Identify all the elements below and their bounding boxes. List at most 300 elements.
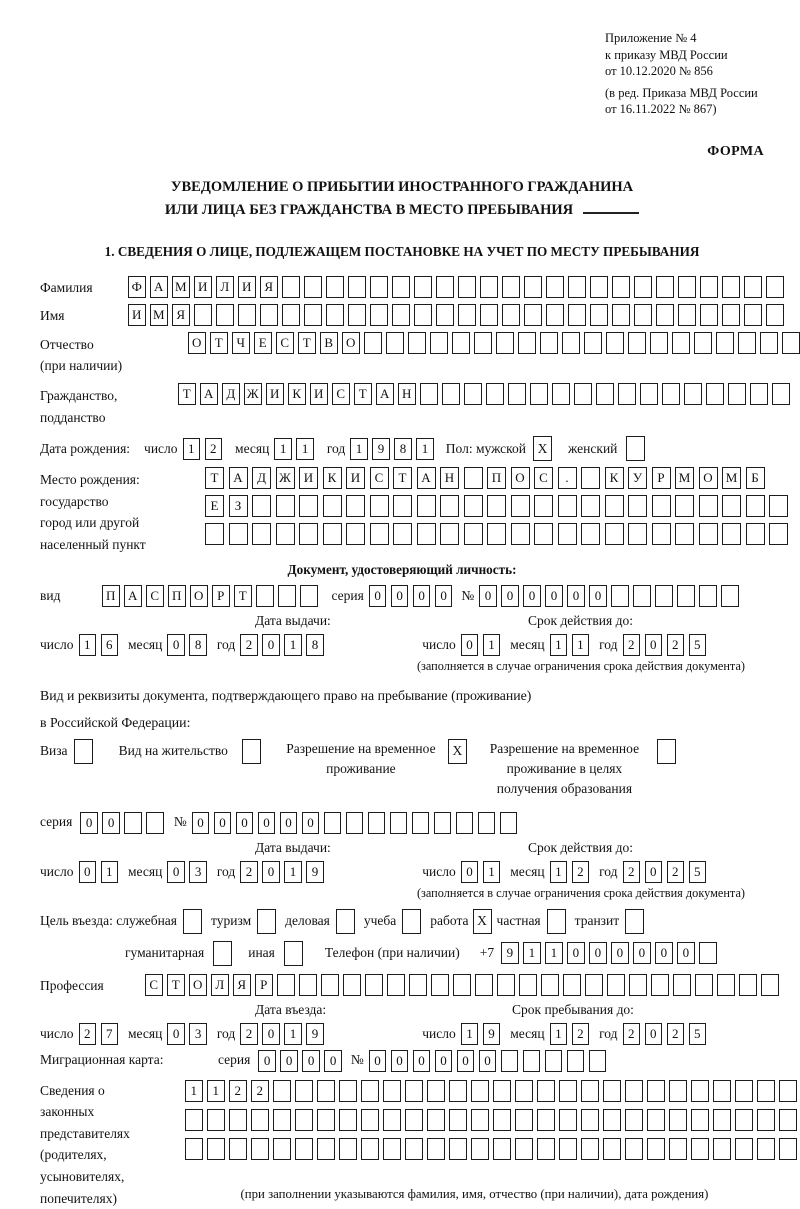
residence-permit-checkbox[interactable] bbox=[242, 739, 261, 764]
char-cell[interactable] bbox=[383, 1080, 401, 1102]
char-cell[interactable] bbox=[386, 332, 404, 354]
char-cell[interactable] bbox=[691, 1080, 709, 1102]
char-cell[interactable] bbox=[427, 1138, 445, 1160]
char-cell[interactable] bbox=[769, 523, 788, 545]
char-cell[interactable]: Ч bbox=[232, 332, 250, 354]
char-cell[interactable] bbox=[691, 1138, 709, 1160]
char-cell[interactable] bbox=[321, 974, 339, 996]
char-cell[interactable] bbox=[436, 276, 454, 298]
char-cell[interactable]: К bbox=[605, 467, 624, 489]
char-cell[interactable] bbox=[343, 974, 361, 996]
doc-valid-month-cells[interactable] bbox=[550, 634, 590, 656]
char-cell[interactable] bbox=[581, 467, 600, 489]
char-cell[interactable] bbox=[606, 332, 624, 354]
char-cell[interactable] bbox=[735, 1109, 753, 1131]
char-cell[interactable]: 0 bbox=[545, 585, 563, 607]
char-cell[interactable] bbox=[669, 1109, 687, 1131]
doc-valid-year-cells[interactable] bbox=[623, 634, 707, 656]
char-cell[interactable] bbox=[662, 383, 680, 405]
char-cell[interactable] bbox=[545, 1050, 563, 1072]
char-cell[interactable] bbox=[295, 1109, 313, 1131]
char-cell[interactable] bbox=[563, 974, 581, 996]
char-cell[interactable]: П bbox=[102, 585, 120, 607]
char-cell[interactable] bbox=[746, 523, 765, 545]
char-cell[interactable]: Т bbox=[210, 332, 228, 354]
migration-number-cells[interactable] bbox=[369, 1050, 607, 1072]
char-cell[interactable]: 0 bbox=[167, 634, 185, 656]
char-cell[interactable]: . bbox=[558, 467, 577, 489]
char-cell[interactable] bbox=[596, 383, 614, 405]
representatives-row3-cells[interactable] bbox=[185, 1138, 797, 1160]
char-cell[interactable] bbox=[757, 1138, 775, 1160]
char-cell[interactable]: Ф bbox=[128, 276, 146, 298]
char-cell[interactable] bbox=[612, 304, 630, 326]
char-cell[interactable]: Р bbox=[255, 974, 273, 996]
char-cell[interactable] bbox=[655, 585, 673, 607]
char-cell[interactable] bbox=[185, 1138, 203, 1160]
char-cell[interactable]: 6 bbox=[101, 634, 119, 656]
char-cell[interactable] bbox=[669, 1138, 687, 1160]
permit-issue-year-cells[interactable] bbox=[240, 861, 324, 883]
char-cell[interactable]: 2 bbox=[79, 1023, 97, 1045]
char-cell[interactable]: 1 bbox=[183, 438, 201, 460]
char-cell[interactable]: 2 bbox=[667, 1023, 685, 1045]
char-cell[interactable] bbox=[295, 1080, 313, 1102]
char-cell[interactable]: С bbox=[276, 332, 294, 354]
char-cell[interactable] bbox=[515, 1109, 533, 1131]
char-cell[interactable] bbox=[515, 1138, 533, 1160]
char-cell[interactable]: 0 bbox=[258, 812, 276, 834]
char-cell[interactable] bbox=[361, 1138, 379, 1160]
char-cell[interactable]: Т bbox=[234, 585, 252, 607]
char-cell[interactable] bbox=[672, 332, 690, 354]
representatives-row2-cells[interactable] bbox=[185, 1109, 797, 1131]
char-cell[interactable] bbox=[273, 1080, 291, 1102]
char-cell[interactable] bbox=[713, 1080, 731, 1102]
permit-valid-month-cells[interactable] bbox=[550, 861, 590, 883]
char-cell[interactable] bbox=[750, 383, 768, 405]
char-cell[interactable] bbox=[625, 1080, 643, 1102]
char-cell[interactable]: С bbox=[332, 383, 350, 405]
char-cell[interactable]: О bbox=[342, 332, 360, 354]
char-cell[interactable] bbox=[405, 1109, 423, 1131]
permit-series-cells[interactable] bbox=[80, 812, 164, 834]
char-cell[interactable]: 0 bbox=[302, 1050, 320, 1072]
char-cell[interactable] bbox=[339, 1109, 357, 1131]
char-cell[interactable] bbox=[675, 523, 694, 545]
char-cell[interactable] bbox=[277, 974, 295, 996]
char-cell[interactable] bbox=[546, 304, 564, 326]
char-cell[interactable] bbox=[628, 523, 647, 545]
char-cell[interactable]: С bbox=[146, 585, 164, 607]
char-cell[interactable]: А bbox=[200, 383, 218, 405]
char-cell[interactable]: 0 bbox=[479, 585, 497, 607]
char-cell[interactable]: 0 bbox=[280, 812, 298, 834]
char-cell[interactable]: 9 bbox=[306, 861, 324, 883]
char-cell[interactable] bbox=[370, 304, 388, 326]
char-cell[interactable] bbox=[390, 812, 408, 834]
char-cell[interactable] bbox=[256, 585, 274, 607]
char-cell[interactable]: Я bbox=[260, 276, 278, 298]
char-cell[interactable]: У bbox=[628, 467, 647, 489]
char-cell[interactable] bbox=[317, 1080, 335, 1102]
char-cell[interactable] bbox=[304, 304, 322, 326]
char-cell[interactable] bbox=[779, 1109, 797, 1131]
stay-day-cells[interactable] bbox=[461, 1023, 501, 1045]
char-cell[interactable] bbox=[559, 1080, 577, 1102]
char-cell[interactable] bbox=[625, 1138, 643, 1160]
char-cell[interactable] bbox=[721, 585, 739, 607]
char-cell[interactable]: 0 bbox=[567, 942, 585, 964]
char-cell[interactable] bbox=[405, 1080, 423, 1102]
char-cell[interactable]: Л bbox=[211, 974, 229, 996]
char-cell[interactable]: Б bbox=[746, 467, 765, 489]
char-cell[interactable] bbox=[434, 812, 452, 834]
char-cell[interactable]: 1 bbox=[483, 634, 501, 656]
char-cell[interactable] bbox=[273, 1109, 291, 1131]
char-cell[interactable] bbox=[252, 523, 271, 545]
char-cell[interactable] bbox=[757, 1109, 775, 1131]
char-cell[interactable]: 0 bbox=[645, 1023, 663, 1045]
char-cell[interactable]: 9 bbox=[372, 438, 390, 460]
char-cell[interactable]: О bbox=[511, 467, 530, 489]
char-cell[interactable] bbox=[558, 523, 577, 545]
char-cell[interactable] bbox=[370, 276, 388, 298]
char-cell[interactable] bbox=[324, 812, 342, 834]
char-cell[interactable]: 0 bbox=[413, 585, 431, 607]
char-cell[interactable] bbox=[530, 383, 548, 405]
char-cell[interactable] bbox=[146, 812, 164, 834]
char-cell[interactable]: О bbox=[189, 974, 207, 996]
char-cell[interactable]: Т bbox=[167, 974, 185, 996]
char-cell[interactable] bbox=[368, 812, 386, 834]
char-cell[interactable] bbox=[486, 383, 504, 405]
char-cell[interactable] bbox=[229, 1138, 247, 1160]
char-cell[interactable]: 0 bbox=[167, 861, 185, 883]
char-cell[interactable]: Н bbox=[440, 467, 459, 489]
char-cell[interactable]: 0 bbox=[655, 942, 673, 964]
char-cell[interactable] bbox=[523, 1050, 541, 1072]
char-cell[interactable]: 0 bbox=[501, 585, 519, 607]
char-cell[interactable] bbox=[304, 276, 322, 298]
char-cell[interactable]: И bbox=[310, 383, 328, 405]
char-cell[interactable] bbox=[346, 523, 365, 545]
char-cell[interactable] bbox=[370, 495, 389, 517]
char-cell[interactable] bbox=[581, 523, 600, 545]
purpose-transit-checkbox[interactable] bbox=[625, 909, 644, 934]
char-cell[interactable] bbox=[346, 495, 365, 517]
char-cell[interactable] bbox=[409, 974, 427, 996]
char-cell[interactable] bbox=[640, 383, 658, 405]
char-cell[interactable] bbox=[603, 1080, 621, 1102]
char-cell[interactable] bbox=[300, 585, 318, 607]
char-cell[interactable] bbox=[464, 523, 483, 545]
char-cell[interactable] bbox=[769, 495, 788, 517]
stay-month-cells[interactable] bbox=[550, 1023, 590, 1045]
char-cell[interactable] bbox=[474, 332, 492, 354]
char-cell[interactable] bbox=[326, 276, 344, 298]
char-cell[interactable] bbox=[722, 523, 741, 545]
doc-number-cells[interactable] bbox=[479, 585, 739, 607]
char-cell[interactable]: Е bbox=[254, 332, 272, 354]
char-cell[interactable] bbox=[478, 812, 496, 834]
permit-valid-day-cells[interactable] bbox=[461, 861, 501, 883]
char-cell[interactable] bbox=[475, 974, 493, 996]
char-cell[interactable]: 0 bbox=[167, 1023, 185, 1045]
char-cell[interactable] bbox=[348, 304, 366, 326]
char-cell[interactable]: 9 bbox=[501, 942, 519, 964]
char-cell[interactable] bbox=[511, 495, 530, 517]
char-cell[interactable] bbox=[480, 276, 498, 298]
char-cell[interactable]: 1 bbox=[284, 861, 302, 883]
char-cell[interactable]: Я bbox=[172, 304, 190, 326]
char-cell[interactable]: 0 bbox=[589, 585, 607, 607]
char-cell[interactable]: 0 bbox=[192, 812, 210, 834]
char-cell[interactable] bbox=[458, 304, 476, 326]
char-cell[interactable]: Т bbox=[298, 332, 316, 354]
char-cell[interactable] bbox=[534, 523, 553, 545]
char-cell[interactable] bbox=[628, 332, 646, 354]
char-cell[interactable] bbox=[757, 1080, 775, 1102]
purpose-other-checkbox[interactable] bbox=[284, 941, 303, 966]
char-cell[interactable] bbox=[678, 276, 696, 298]
char-cell[interactable]: Е bbox=[205, 495, 224, 517]
char-cell[interactable] bbox=[629, 974, 647, 996]
char-cell[interactable] bbox=[431, 974, 449, 996]
char-cell[interactable] bbox=[216, 304, 234, 326]
char-cell[interactable] bbox=[694, 332, 712, 354]
char-cell[interactable] bbox=[364, 332, 382, 354]
entry-year-cells[interactable] bbox=[240, 1023, 324, 1045]
char-cell[interactable]: И bbox=[238, 276, 256, 298]
char-cell[interactable] bbox=[282, 276, 300, 298]
char-cell[interactable]: Н bbox=[398, 383, 416, 405]
char-cell[interactable] bbox=[695, 974, 713, 996]
birthplace-row1-cells[interactable] bbox=[205, 467, 788, 489]
char-cell[interactable] bbox=[581, 1109, 599, 1131]
char-cell[interactable] bbox=[652, 495, 671, 517]
char-cell[interactable] bbox=[650, 332, 668, 354]
char-cell[interactable]: 2 bbox=[667, 634, 685, 656]
char-cell[interactable] bbox=[487, 495, 506, 517]
char-cell[interactable] bbox=[449, 1109, 467, 1131]
char-cell[interactable]: 8 bbox=[394, 438, 412, 460]
char-cell[interactable]: А bbox=[417, 467, 436, 489]
char-cell[interactable] bbox=[647, 1080, 665, 1102]
char-cell[interactable]: 1 bbox=[185, 1080, 203, 1102]
permit-issue-day-cells[interactable] bbox=[79, 861, 119, 883]
char-cell[interactable] bbox=[405, 1138, 423, 1160]
char-cell[interactable] bbox=[323, 523, 342, 545]
char-cell[interactable] bbox=[185, 1109, 203, 1131]
char-cell[interactable] bbox=[567, 1050, 585, 1072]
char-cell[interactable] bbox=[656, 304, 674, 326]
char-cell[interactable]: 2 bbox=[240, 861, 258, 883]
char-cell[interactable]: 7 bbox=[101, 1023, 119, 1045]
char-cell[interactable] bbox=[634, 304, 652, 326]
char-cell[interactable] bbox=[370, 523, 389, 545]
char-cell[interactable] bbox=[387, 974, 405, 996]
char-cell[interactable]: И bbox=[299, 467, 318, 489]
char-cell[interactable]: 1 bbox=[550, 861, 568, 883]
char-cell[interactable] bbox=[299, 974, 317, 996]
char-cell[interactable]: 0 bbox=[479, 1050, 497, 1072]
char-cell[interactable] bbox=[540, 332, 558, 354]
char-cell[interactable] bbox=[251, 1138, 269, 1160]
char-cell[interactable] bbox=[493, 1080, 511, 1102]
char-cell[interactable] bbox=[393, 523, 412, 545]
char-cell[interactable]: А bbox=[229, 467, 248, 489]
char-cell[interactable] bbox=[361, 1080, 379, 1102]
char-cell[interactable]: 0 bbox=[589, 942, 607, 964]
char-cell[interactable] bbox=[519, 974, 537, 996]
char-cell[interactable] bbox=[590, 276, 608, 298]
birthplace-row3-cells[interactable] bbox=[205, 523, 788, 545]
char-cell[interactable]: Т bbox=[393, 467, 412, 489]
purpose-study-checkbox[interactable] bbox=[402, 909, 421, 934]
char-cell[interactable] bbox=[656, 276, 674, 298]
citizenship-cells[interactable] bbox=[178, 383, 790, 405]
char-cell[interactable]: 0 bbox=[324, 1050, 342, 1072]
char-cell[interactable]: 0 bbox=[102, 812, 120, 834]
char-cell[interactable] bbox=[782, 332, 800, 354]
char-cell[interactable]: А bbox=[150, 276, 168, 298]
char-cell[interactable]: 0 bbox=[236, 812, 254, 834]
char-cell[interactable] bbox=[427, 1080, 445, 1102]
char-cell[interactable] bbox=[559, 1138, 577, 1160]
char-cell[interactable] bbox=[669, 1080, 687, 1102]
char-cell[interactable]: К bbox=[288, 383, 306, 405]
char-cell[interactable]: 0 bbox=[523, 585, 541, 607]
char-cell[interactable]: 1 bbox=[550, 1023, 568, 1045]
migration-series-cells[interactable] bbox=[258, 1050, 342, 1072]
doc-valid-day-cells[interactable] bbox=[461, 634, 501, 656]
char-cell[interactable] bbox=[427, 1109, 445, 1131]
char-cell[interactable]: 0 bbox=[391, 585, 409, 607]
char-cell[interactable]: О bbox=[188, 332, 206, 354]
char-cell[interactable] bbox=[716, 332, 734, 354]
char-cell[interactable] bbox=[508, 383, 526, 405]
entry-month-cells[interactable] bbox=[167, 1023, 207, 1045]
char-cell[interactable] bbox=[574, 383, 592, 405]
char-cell[interactable] bbox=[581, 1080, 599, 1102]
char-cell[interactable] bbox=[546, 276, 564, 298]
char-cell[interactable] bbox=[339, 1138, 357, 1160]
char-cell[interactable]: 0 bbox=[567, 585, 585, 607]
purpose-humanitarian-checkbox[interactable] bbox=[213, 941, 232, 966]
birth-day-cells[interactable] bbox=[183, 438, 223, 460]
char-cell[interactable] bbox=[568, 304, 586, 326]
char-cell[interactable]: З bbox=[229, 495, 248, 517]
char-cell[interactable] bbox=[603, 1109, 621, 1131]
char-cell[interactable] bbox=[634, 276, 652, 298]
char-cell[interactable] bbox=[452, 332, 470, 354]
char-cell[interactable] bbox=[449, 1138, 467, 1160]
char-cell[interactable]: П bbox=[168, 585, 186, 607]
char-cell[interactable]: 2 bbox=[240, 1023, 258, 1045]
char-cell[interactable]: 0 bbox=[302, 812, 320, 834]
char-cell[interactable]: А bbox=[376, 383, 394, 405]
char-cell[interactable] bbox=[449, 1080, 467, 1102]
char-cell[interactable] bbox=[537, 1109, 555, 1131]
char-cell[interactable] bbox=[524, 304, 542, 326]
char-cell[interactable] bbox=[581, 495, 600, 517]
phone-cells[interactable] bbox=[501, 942, 717, 964]
char-cell[interactable] bbox=[417, 523, 436, 545]
char-cell[interactable]: И bbox=[194, 276, 212, 298]
sex-male-checkbox[interactable]: X bbox=[533, 436, 552, 461]
char-cell[interactable]: 1 bbox=[274, 438, 292, 460]
char-cell[interactable] bbox=[534, 495, 553, 517]
char-cell[interactable]: 0 bbox=[645, 634, 663, 656]
char-cell[interactable] bbox=[699, 585, 717, 607]
char-cell[interactable]: Д bbox=[252, 467, 271, 489]
char-cell[interactable]: 5 bbox=[689, 861, 707, 883]
purpose-official-checkbox[interactable] bbox=[183, 909, 202, 934]
char-cell[interactable]: 5 bbox=[689, 1023, 707, 1045]
char-cell[interactable] bbox=[728, 383, 746, 405]
char-cell[interactable] bbox=[436, 304, 454, 326]
char-cell[interactable]: М bbox=[172, 276, 190, 298]
char-cell[interactable]: 0 bbox=[633, 942, 651, 964]
char-cell[interactable]: 0 bbox=[280, 1050, 298, 1072]
char-cell[interactable]: 1 bbox=[572, 634, 590, 656]
char-cell[interactable] bbox=[612, 276, 630, 298]
char-cell[interactable]: 1 bbox=[284, 634, 302, 656]
birth-year-cells[interactable] bbox=[350, 438, 434, 460]
char-cell[interactable] bbox=[684, 383, 702, 405]
char-cell[interactable] bbox=[677, 585, 695, 607]
doc-issue-month-cells[interactable] bbox=[167, 634, 207, 656]
purpose-private-checkbox[interactable] bbox=[547, 909, 566, 934]
char-cell[interactable] bbox=[420, 383, 438, 405]
char-cell[interactable]: 2 bbox=[251, 1080, 269, 1102]
char-cell[interactable] bbox=[496, 332, 514, 354]
char-cell[interactable] bbox=[713, 1109, 731, 1131]
char-cell[interactable]: 2 bbox=[240, 634, 258, 656]
char-cell[interactable]: 1 bbox=[545, 942, 563, 964]
char-cell[interactable] bbox=[502, 304, 520, 326]
char-cell[interactable]: 1 bbox=[284, 1023, 302, 1045]
char-cell[interactable]: Т bbox=[178, 383, 196, 405]
char-cell[interactable] bbox=[558, 495, 577, 517]
char-cell[interactable] bbox=[628, 495, 647, 517]
char-cell[interactable]: 0 bbox=[262, 1023, 280, 1045]
char-cell[interactable] bbox=[738, 332, 756, 354]
char-cell[interactable] bbox=[500, 812, 518, 834]
char-cell[interactable]: 1 bbox=[207, 1080, 225, 1102]
char-cell[interactable]: Р bbox=[652, 467, 671, 489]
char-cell[interactable]: 0 bbox=[214, 812, 232, 834]
char-cell[interactable]: 1 bbox=[550, 634, 568, 656]
char-cell[interactable]: 2 bbox=[205, 438, 223, 460]
char-cell[interactable] bbox=[611, 585, 629, 607]
char-cell[interactable]: С bbox=[534, 467, 553, 489]
char-cell[interactable]: Д bbox=[222, 383, 240, 405]
char-cell[interactable]: 2 bbox=[623, 634, 641, 656]
char-cell[interactable] bbox=[260, 304, 278, 326]
char-cell[interactable]: И bbox=[346, 467, 365, 489]
char-cell[interactable] bbox=[464, 467, 483, 489]
char-cell[interactable] bbox=[722, 276, 740, 298]
char-cell[interactable] bbox=[278, 585, 296, 607]
char-cell[interactable]: Я bbox=[233, 974, 251, 996]
purpose-work-checkbox[interactable]: X bbox=[473, 909, 492, 934]
char-cell[interactable] bbox=[651, 974, 669, 996]
char-cell[interactable] bbox=[229, 1109, 247, 1131]
char-cell[interactable] bbox=[779, 1080, 797, 1102]
char-cell[interactable]: 0 bbox=[677, 942, 695, 964]
